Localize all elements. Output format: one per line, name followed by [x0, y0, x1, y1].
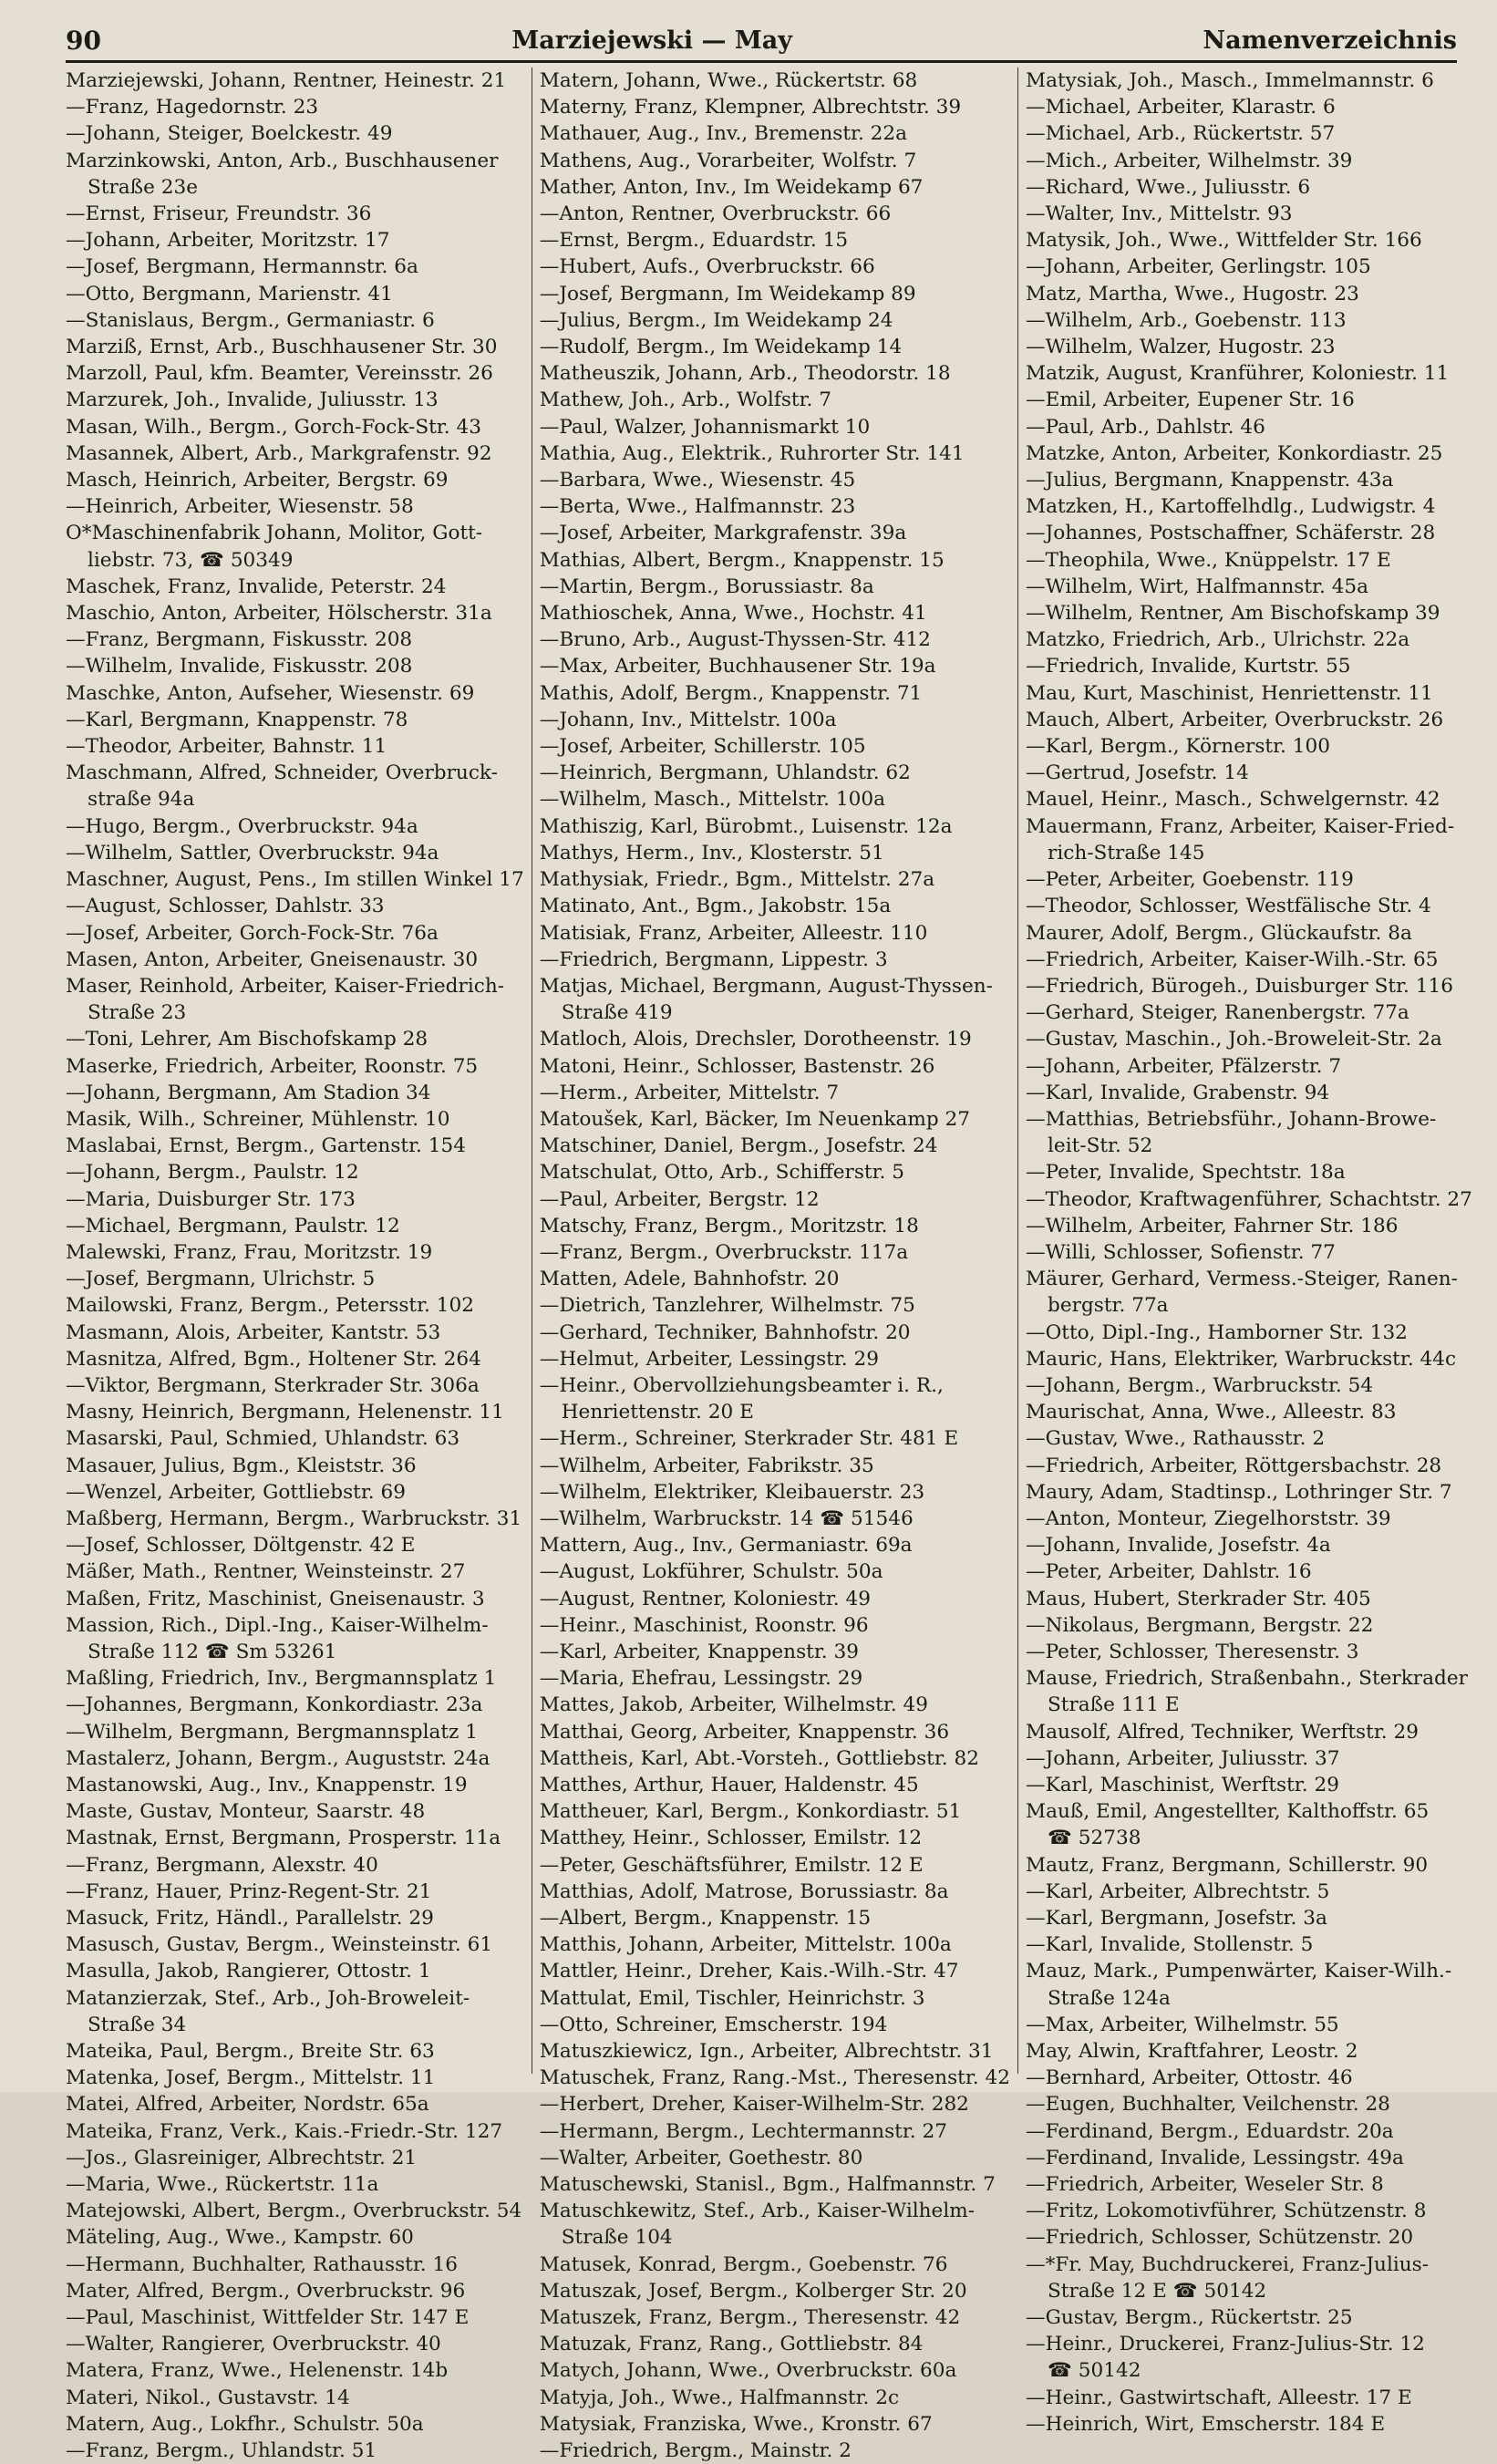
directory-entry: Matschiner, Daniel, Bergm., Josefstr. 24: [539, 1134, 938, 1158]
directory-entry: —Hermann, Buchhalter, Rathausstr. 16: [66, 2252, 459, 2276]
directory-entry: —Bernhard, Arbeiter, Ottostr. 46: [1026, 2066, 1353, 2090]
directory-entry: —Ernst, Bergm., Eduardstr. 15: [539, 229, 849, 253]
directory-entry: —Josef, Bergmann, Ulrichstr. 5: [66, 1268, 376, 1291]
directory-entry: Matschy, Franz, Bergm., Moritzstr. 18: [539, 1214, 919, 1237]
directory-entry: Masch, Heinrich, Arbeiter, Bergstr. 69: [66, 469, 449, 492]
entry-continuation: ☎ 50142: [1048, 2359, 1141, 2383]
directory-entry: —Ferdinand, Bergm., Eduardstr. 20a: [1026, 2119, 1394, 2143]
directory-entry: Mauric, Hans, Elektriker, Warbruckstr. 44c: [1026, 1347, 1457, 1371]
directory-entry: —Albert, Bergm., Knappenstr. 15: [539, 1907, 872, 1931]
directory-entry: —Friedrich, Bergmann, Lippestr. 3: [539, 947, 888, 971]
column-1: [58, 67, 532, 2463]
directory-entry: Matten, Adele, Bahnhofstr. 20: [539, 1268, 840, 1291]
directory-entry: —Johann, Bergm., Warbruckstr. 54: [1026, 1373, 1374, 1397]
directory-entry: Matuschkewitz, Stef., Arb., Kaiser-Wilhelm-: [539, 2200, 976, 2223]
directory-entry: Matthai, Georg, Arbeiter, Knappenstr. 36: [539, 1720, 950, 1744]
directory-entry: Maschke, Anton, Aufseher, Wiesenstr. 69: [66, 681, 475, 705]
directory-entry: —Matthias, Betriebsführ., Johann-Browe-: [1026, 1107, 1437, 1131]
directory-entry: Mau, Kurt, Maschinist, Henriettenstr. 11: [1026, 681, 1433, 705]
directory-entry: —Josef, Schlosser, Döltgenstr. 42 E: [66, 1534, 416, 1558]
directory-entry: Mathiszig, Karl, Bürobmt., Luisenstr. 12a: [539, 814, 953, 838]
directory-entry: Matzke, Anton, Arbeiter, Konkordiastr. 25: [1026, 441, 1443, 465]
directory-entry: —Mich., Arbeiter, Wilhelmstr. 39: [1026, 149, 1353, 172]
directory-entry: Masauer, Julius, Bgm., Kleiststr. 36: [66, 1454, 417, 1477]
directory-entry: —Friedrich, Bürogeh., Duisburger Str. 116: [1026, 974, 1453, 998]
directory-entry: Matuszek, Franz, Bergm., Theresenstr. 42: [539, 2306, 961, 2330]
directory-entry: —Walter, Arbeiter, Goethestr. 80: [539, 2146, 863, 2169]
directory-entry: Maßen, Fritz, Maschinist, Gneisenaustr. 3: [66, 1587, 485, 1610]
directory-entry: —August, Rentner, Koloniestr. 49: [539, 1587, 871, 1610]
directory-entry: —Friedrich, Invalide, Kurtstr. 55: [1026, 655, 1351, 678]
directory-entry: —Heinr., Druckerei, Franz-Julius-Str. 12: [1026, 2333, 1425, 2356]
directory-entry: —Eugen, Buchhalter, Veilchenstr. 28: [1026, 2093, 1390, 2117]
directory-entry: —Wilhelm, Elektriker, Kleibauerstr. 23: [539, 1480, 925, 1504]
directory-entry: Matthes, Arthur, Hauer, Haldenstr. 45: [539, 1774, 919, 1796]
directory-entry: Mastalerz, Johann, Bergm., Auguststr. 24a: [66, 1746, 490, 1770]
directory-entry: —Paul, Arbeiter, Bergstr. 12: [539, 1187, 820, 1211]
directory-entry: Materi, Nikol., Gustavstr. 14: [66, 2386, 350, 2409]
directory-entry: Mauermann, Franz, Arbeiter, Kaiser-Fried-: [1026, 814, 1455, 838]
directory-entry: Masulla, Jakob, Rangierer, Ottostr. 1: [66, 1960, 431, 1983]
directory-entry: —Wenzel, Arbeiter, Gottliebstr. 69: [66, 1480, 406, 1504]
directory-entry: —Michael, Arbeiter, Klarastr. 6: [1026, 96, 1336, 119]
directory-entry: —Martin, Bergm., Borussiastr. 8a: [539, 575, 874, 598]
directory-entry: —Karl, Maschinist, Werftstr. 29: [1026, 1774, 1339, 1796]
directory-entry: Masmann, Alois, Arbeiter, Kantstr. 53: [66, 1320, 441, 1344]
directory-entry: Maschmann, Alfred, Schneider, Overbruck-: [66, 761, 498, 785]
directory-entry: Mauz, Mark., Pumpenwärter, Kaiser-Wilh.-: [1026, 1960, 1452, 1983]
directory-entry: —Hubert, Aufs., Overbruckstr. 66: [539, 255, 875, 279]
directory-entry: Matthias, Adolf, Matrose, Borussiastr. 8a: [539, 1879, 949, 1903]
directory-entry: —Heinr., Maschinist, Roonstr. 96: [539, 1613, 869, 1637]
directory-entry: Marzoll, Paul, kfm. Beamter, Vereinsstr. 26: [66, 362, 493, 386]
entry-continuation: ☎ 52738: [1048, 1827, 1141, 1850]
directory-entry: Mausolf, Alfred, Techniker, Werftstr. 29: [1026, 1720, 1419, 1744]
directory-entry: —Friedrich, Arbeiter, Röttgersbachstr. 28: [1026, 1454, 1442, 1477]
directory-entry: —Theodor, Arbeiter, Bahnstr. 11: [66, 735, 387, 759]
directory-entry: Matanzierzak, Stef., Arb., Joh-Broweleit-: [66, 1986, 470, 2010]
directory-entry: —Friedrich, Bergm., Mainstr. 2: [539, 2439, 852, 2463]
directory-entry: Mauel, Heinr., Masch., Schwelgernstr. 42: [1026, 788, 1440, 812]
directory-entry: Marziß, Ernst, Arb., Buschhausener Str. 30: [66, 336, 498, 359]
directory-entry: —Barbara, Wwe., Wiesenstr. 45: [539, 469, 856, 492]
directory-entry: —Jos., Glasreiniger, Albrechtstr. 21: [66, 2146, 418, 2169]
entry-continuation: Straße 34: [88, 2013, 187, 2036]
directory-entry: —Wilhelm, Masch., Mittelstr. 100a: [539, 788, 885, 812]
directory-entry: —Karl, Bergmann, Josefstr. 3a: [1026, 1907, 1327, 1931]
directory-entry: —Friedrich, Arbeiter, Weseler Str. 8: [1026, 2173, 1384, 2197]
directory-entry: Mathys, Herm., Inv., Klosterstr. 51: [539, 841, 884, 864]
directory-entry: Matych, Johann, Wwe., Overbruckstr. 60a: [539, 2359, 957, 2383]
directory-entry: Matisiak, Franz, Arbeiter, Alleestr. 110: [539, 921, 928, 945]
directory-entry: Matera, Franz, Wwe., Helenenstr. 14b: [66, 2359, 449, 2383]
entry-continuation: Straße 124a: [1048, 1986, 1171, 2010]
directory-entry: —Julius, Bergm., Im Weidekamp 24: [539, 308, 893, 332]
directory-entry: —Gustav, Bergm., Rückertstr. 25: [1026, 2306, 1353, 2330]
directory-entry: Matei, Alfred, Arbeiter, Nordstr. 65a: [66, 2093, 429, 2117]
directory-entry: —Josef, Bergmann, Hermannstr. 6a: [66, 255, 418, 279]
directory-entry: Matuschewski, Stanisl., Bgm., Halfmannstr. 7: [539, 2173, 996, 2197]
directory-entry: —Gerhard, Steiger, Ranenbergstr. 77a: [1026, 1001, 1409, 1025]
directory-entry: Mattler, Heinr., Dreher, Kais.-Wilh.-Str. 47: [539, 1960, 959, 1983]
directory-entry: Mathens, Aug., Vorarbeiter, Wolfstr. 7: [539, 149, 917, 172]
directory-entry: Matoušek, Karl, Bäcker, Im Neuenkamp 27: [539, 1107, 971, 1131]
directory-entry: —Johannes, Bergmann, Konkordiastr. 23a: [66, 1693, 483, 1717]
page-header: [66, 20, 1457, 63]
directory-entry: —Viktor, Bergmann, Sterkrader Str. 306a: [66, 1373, 480, 1397]
directory-entry: —Johann, Invalide, Josefstr. 4a: [1026, 1534, 1331, 1558]
directory-entry: Mäßer, Math., Rentner, Weinsteinstr. 27: [66, 1560, 466, 1584]
directory-entry: —Wilhelm, Arbeiter, Fabrikstr. 35: [539, 1454, 874, 1477]
directory-entry: Matzken, H., Kartoffelhdlg., Ludwigstr. 4: [1026, 495, 1436, 519]
directory-entry: Matern, Johann, Wwe., Rückertstr. 68: [539, 69, 918, 92]
directory-entry: Maschek, Franz, Invalide, Peterstr. 24: [66, 575, 447, 598]
directory-entry: —Peter, Geschäftsführer, Emilstr. 12 E: [539, 1853, 924, 1877]
directory-entry: Masannek, Albert, Arb., Markgrafenstr. 92: [66, 441, 492, 465]
directory-entry: —Franz, Hauer, Prinz-Regent-Str. 21: [66, 1879, 432, 1903]
directory-entry: —Peter, Arbeiter, Dahlstr. 16: [1026, 1560, 1312, 1584]
entry-continuation: rich-Straße 145: [1048, 841, 1205, 864]
directory-entry: —Josef, Arbeiter, Gorch-Fock-Str. 76a: [66, 921, 439, 945]
directory-entry: —Franz, Bergmann, Alexstr. 40: [66, 1853, 378, 1877]
entry-continuation: Straße 419: [561, 1001, 673, 1025]
directory-entry: Mathis, Adolf, Bergm., Knappenstr. 71: [539, 681, 923, 705]
directory-entry: Matinato, Ant., Bgm., Jakobstr. 15a: [539, 895, 892, 918]
directory-entry: Maßberg, Hermann, Bergm., Warbruckstr. 31: [66, 1506, 522, 1530]
directory-entry: Maslabai, Ernst, Bergm., Gartenstr. 154: [66, 1134, 466, 1158]
directory-entry: Mattern, Aug., Inv., Germaniastr. 69a: [539, 1534, 913, 1558]
directory-entry: —Wilhelm, Walzer, Hugostr. 23: [1026, 336, 1336, 359]
directory-entry: Matuzak, Franz, Rang., Gottliebstr. 84: [539, 2333, 924, 2356]
entry-continuation: Straße 111 E: [1048, 1693, 1180, 1717]
directory-entry: —Dietrich, Tanzlehrer, Wilhelmstr. 75: [539, 1294, 915, 1318]
entry-continuation: Straße 23e: [88, 175, 198, 199]
directory-entry: —Paul, Walzer, Johannismarkt 10: [539, 415, 871, 439]
directory-entry: —Stanislaus, Bergm., Germaniastr. 6: [66, 308, 435, 332]
directory-entry: —Johann, Bergm., Paulstr. 12: [66, 1161, 359, 1185]
directory-entry: —Heinrich, Arbeiter, Wiesenstr. 58: [66, 495, 414, 519]
directory-entry: —Peter, Arbeiter, Goebenstr. 119: [1026, 868, 1354, 892]
directory-entry: —Johann, Arbeiter, Pfälzerstr. 7: [1026, 1054, 1342, 1078]
directory-entry: Matuszkiewicz, Ign., Arbeiter, Albrechtstr. 31: [539, 2040, 994, 2064]
column-2: [532, 67, 1017, 2463]
entry-columns: [58, 67, 1472, 2463]
directory-entry: Mattheis, Karl, Abt.-Vorsteh., Gottliebstr. 82: [539, 1746, 980, 1770]
directory-entry: —Emil, Arbeiter, Eupener Str. 16: [1026, 388, 1355, 412]
directory-entry: Masen, Anton, Arbeiter, Gneisenaustr. 30: [66, 947, 479, 971]
entry-continuation: Straße 12 E ☎ 50142: [1048, 2279, 1267, 2303]
directory-entry: Matysik, Joh., Wwe., Wittfelder Str. 166: [1026, 229, 1422, 253]
directory-entry: —Johann, Bergmann, Am Stadion 34: [66, 1081, 431, 1104]
directory-entry: —Johann, Arbeiter, Moritzstr. 17: [66, 229, 390, 253]
directory-entry: Matzko, Friedrich, Arb., Ulrichstr. 22a: [1026, 628, 1410, 652]
directory-entry: —Wilhelm, Rentner, Am Bischofskamp 39: [1026, 602, 1440, 626]
page-title: Marziejewski — May: [511, 26, 792, 55]
entry-continuation: Straße 23: [88, 1001, 187, 1025]
directory-entry: —Hugo, Bergm., Overbruckstr. 94a: [66, 814, 418, 838]
entry-continuation: Straße 104: [561, 2226, 673, 2250]
directory-entry: Mathias, Albert, Bergm., Knappenstr. 15: [539, 548, 945, 572]
directory-entry: —Karl, Invalide, Stollenstr. 5: [1026, 1933, 1314, 1957]
directory-entry: Maserke, Friedrich, Arbeiter, Roonstr. 75: [66, 1054, 479, 1078]
directory-entry: —Gustav, Maschin., Joh.-Broweleit-Str. 2a: [1026, 1028, 1442, 1051]
directory-entry: Materny, Franz, Klempner, Albrechtstr. 39: [539, 96, 962, 119]
directory-entry: —Friedrich, Arbeiter, Kaiser-Wilh.-Str. 65: [1026, 947, 1439, 971]
directory-entry: Masuck, Fritz, Händl., Parallelstr. 29: [66, 1907, 434, 1931]
directory-entry: Maste, Gustav, Monteur, Saarstr. 48: [66, 1800, 426, 1824]
directory-entry: —Willi, Schlosser, Sofienstr. 77: [1026, 1240, 1336, 1264]
directory-entry: —Hermann, Bergm., Lechtermannstr. 27: [539, 2119, 947, 2143]
directory-entry: —Heinrich, Bergmann, Uhlandstr. 62: [539, 761, 911, 785]
directory-entry: Matysiak, Franziska, Wwe., Kronstr. 67: [539, 2412, 933, 2436]
directory-entry: Maßling, Friedrich, Inv., Bergmannsplatz 1: [66, 1667, 497, 1691]
directory-entry: Mailowski, Franz, Bergm., Petersstr. 102: [66, 1294, 474, 1318]
directory-entry: —Karl, Arbeiter, Albrechtstr. 5: [1026, 1879, 1330, 1903]
directory-entry: —Heinrich, Wirt, Emscherstr. 184 E: [1026, 2412, 1386, 2436]
directory-entry: —Otto, Bergmann, Marienstr. 41: [66, 282, 393, 305]
directory-entry: —Johann, Arbeiter, Gerlingstr. 105: [1026, 255, 1371, 279]
directory-entry: Mauch, Albert, Arbeiter, Overbruckstr. 26: [1026, 708, 1444, 731]
directory-entry: —Toni, Lehrer, Am Bischofskamp 28: [66, 1028, 428, 1051]
directory-entry: —Wilhelm, Arbeiter, Fahrner Str. 186: [1026, 1214, 1399, 1237]
directory-entry: —Nikolaus, Bergmann, Bergstr. 22: [1026, 1613, 1374, 1637]
directory-entry: —Wilhelm, Sattler, Overbruckstr. 94a: [66, 841, 439, 864]
directory-entry: Masusch, Gustav, Bergm., Weinsteinstr. 61: [66, 1933, 493, 1957]
entry-continuation: liebstr. 73, ☎ 50349: [88, 548, 294, 572]
directory-entry: —Michael, Bergmann, Paulstr. 12: [66, 1214, 400, 1237]
directory-entry: Mathioschek, Anna, Wwe., Hochstr. 41: [539, 602, 927, 626]
directory-entry: Maser, Reinhold, Arbeiter, Kaiser-Friedrich-: [66, 974, 505, 998]
directory-entry: Mateika, Paul, Bergm., Breite Str. 63: [66, 2040, 435, 2064]
directory-entry: Matyja, Joh., Wwe., Halfmannstr. 2c: [539, 2386, 900, 2409]
directory-entry: Mattheuer, Karl, Bergm., Konkordiastr. 51: [539, 1800, 962, 1824]
directory-entry: —Helmut, Arbeiter, Lessingstr. 29: [539, 1347, 880, 1371]
directory-entry: Matjas, Michael, Bergmann, August-Thyssen-: [539, 974, 993, 998]
directory-entry: Marziejewski, Johann, Rentner, Heinestr. 21: [66, 69, 507, 92]
directory-entry: O*Maschinenfabrik Johann, Molitor, Gott-: [66, 522, 483, 545]
directory-entry: Matthey, Heinr., Schlosser, Emilstr. 12: [539, 1827, 923, 1850]
directory-entry: Mäteling, Aug., Wwe., Kampstr. 60: [66, 2226, 414, 2250]
directory-entry: Mauß, Emil, Angestellter, Kalthoffstr. 65: [1026, 1800, 1430, 1824]
directory-entry: Mater, Alfred, Bergm., Overbruckstr. 96: [66, 2279, 466, 2303]
directory-entry: —Peter, Invalide, Spechtstr. 18a: [1026, 1161, 1346, 1185]
directory-entry: —Franz, Hagedornstr. 23: [66, 96, 319, 119]
directory-entry: —Max, Arbeiter, Wilhelmstr. 55: [1026, 2013, 1339, 2036]
directory-entry: —Franz, Bergmann, Fiskusstr. 208: [66, 628, 413, 652]
directory-entry: —Maria, Ehefrau, Lessingstr. 29: [539, 1667, 863, 1691]
directory-entry: —Berta, Wwe., Halfmannstr. 23: [539, 495, 856, 519]
directory-entry: Mastanowski, Aug., Inv., Knappenstr. 19: [66, 1774, 468, 1796]
directory-entry: —Gustav, Wwe., Rathausstr. 2: [1026, 1427, 1326, 1451]
section-title: Namenverzeichnis: [1203, 26, 1457, 55]
directory-entry: —Gerhard, Techniker, Bahnhofstr. 20: [539, 1320, 911, 1344]
directory-entry: Matschulat, Otto, Arb., Schifferstr. 5: [539, 1161, 904, 1185]
directory-entry: Mattes, Jakob, Arbeiter, Wilhelmstr. 49: [539, 1693, 928, 1717]
directory-entry: —Wilhelm, Invalide, Fiskusstr. 208: [66, 655, 413, 678]
directory-entry: Massion, Rich., Dipl.-Ing., Kaiser-Wilhelm-: [66, 1613, 489, 1637]
directory-entry: Mautz, Franz, Bergmann, Schillerstr. 90: [1026, 1853, 1429, 1877]
directory-entry: Mattulat, Emil, Tischler, Heinrichstr. 3: [539, 1986, 925, 2010]
directory-entry: —Franz, Bergm., Uhlandstr. 51: [66, 2439, 377, 2463]
directory-entry: —Rudolf, Bergm., Im Weidekamp 14: [539, 336, 903, 359]
directory-entry: Matheuszik, Johann, Arb., Theodorstr. 18: [539, 362, 951, 386]
directory-entry: —Otto, Dipl.-Ing., Hamborner Str. 132: [1026, 1320, 1408, 1344]
directory-entry: —Theodor, Schlosser, Westfälische Str. 4: [1026, 895, 1431, 918]
directory-entry: Mause, Friedrich, Straßenbahn., Sterkrader: [1026, 1667, 1468, 1691]
directory-entry: Maurer, Adolf, Bergm., Glückaufstr. 8a: [1026, 921, 1412, 945]
directory-entry: —Josef, Arbeiter, Schillerstr. 105: [539, 735, 866, 759]
directory-entry: —Max, Arbeiter, Buchhausener Str. 19a: [539, 655, 936, 678]
directory-entry: —Maria, Duisburger Str. 173: [66, 1187, 356, 1211]
directory-entry: Mathia, Aug., Elektrik., Ruhrorter Str. 141: [539, 441, 965, 465]
directory-entry: —Josef, Bergmann, Im Weidekamp 89: [539, 282, 916, 305]
directory-entry: Masnitza, Alfred, Bgm., Holtener Str. 264: [66, 1347, 481, 1371]
directory-entry: —Josef, Arbeiter, Markgrafenstr. 39a: [539, 522, 907, 545]
directory-entry: Masik, Wilh., Schreiner, Mühlenstr. 10: [66, 1107, 450, 1131]
directory-entry: —Theodor, Kraftwagenführer, Schachtstr. 27: [1026, 1187, 1472, 1211]
directory-entry: Maury, Adam, Stadtinsp., Lothringer Str. 7: [1026, 1480, 1452, 1504]
directory-entry: —Karl, Bergm., Körnerstr. 100: [1026, 735, 1330, 759]
directory-entry: —August, Lokführer, Schulstr. 50a: [539, 1560, 883, 1584]
directory-entry: Mather, Anton, Inv., Im Weidekamp 67: [539, 175, 924, 199]
directory-entry: —Julius, Bergmann, Knappenstr. 43a: [1026, 469, 1394, 492]
directory-entry: Matthis, Johann, Arbeiter, Mittelstr. 100a: [539, 1933, 952, 1957]
directory-entry: —Friedrich, Schlosser, Schützenstr. 20: [1026, 2226, 1414, 2250]
directory-entry: —Theophila, Wwe., Knüppelstr. 17 E: [1026, 548, 1391, 572]
directory-entry: Matzik, August, Kranführer, Koloniestr. 11: [1026, 362, 1450, 386]
directory-entry: Matuszak, Josef, Bergm., Kolberger Str. 20: [539, 2279, 967, 2303]
directory-entry: —Gertrud, Josefstr. 14: [1026, 761, 1249, 785]
directory-entry: Masarski, Paul, Schmied, Uhlandstr. 63: [66, 1427, 460, 1451]
directory-entry: —Karl, Bergmann, Knappenstr. 78: [66, 708, 408, 731]
directory-entry: Masny, Heinrich, Bergmann, Helenenstr. 11: [66, 1401, 504, 1424]
directory-entry: —Richard, Wwe., Juliusstr. 6: [1026, 175, 1311, 199]
directory-entry: —*Fr. May, Buchdruckerei, Franz-Julius-: [1026, 2252, 1430, 2276]
page-number: 90: [66, 25, 101, 56]
entry-continuation: Henriettenstr. 20 E: [561, 1401, 754, 1424]
directory-entry: —Heinr., Obervollziehungsbeamter i. R.,: [539, 1373, 944, 1397]
directory-entry: —Heinr., Gastwirtschaft, Alleestr. 17 E: [1026, 2386, 1412, 2409]
directory-entry: Matuschek, Franz, Rang.-Mst., Theresenstr. 42: [539, 2066, 1011, 2090]
directory-entry: —Maria, Wwe., Rückertstr. 11a: [66, 2173, 379, 2197]
directory-entry: Mateika, Franz, Verk., Kais.-Friedr.-Str. 127: [66, 2119, 503, 2143]
directory-entry: —Michael, Arb., Rückertstr. 57: [1026, 122, 1336, 146]
directory-entry: —Wilhelm, Bergmann, Bergmannsplatz 1: [66, 1720, 479, 1744]
entry-continuation: straße 94a: [88, 788, 195, 812]
directory-entry: Maus, Hubert, Sterkrader Str. 405: [1026, 1587, 1371, 1610]
directory-entry: Matern, Aug., Lokfhr., Schulstr. 50a: [66, 2412, 424, 2436]
directory-entry: Masan, Wilh., Bergm., Gorch-Fock-Str. 43: [66, 415, 481, 439]
directory-entry: —Walter, Inv., Mittelstr. 93: [1026, 202, 1293, 226]
column-3: [1017, 67, 1480, 2436]
directory-entry: —Anton, Monteur, Ziegelhorststr. 39: [1026, 1506, 1391, 1530]
directory-entry: Mathauer, Aug., Inv., Bremenstr. 22a: [539, 122, 908, 146]
directory-entry: Matenka, Josef, Bergm., Mittelstr. 11: [66, 2066, 436, 2090]
directory-entry: —Wilhelm, Arb., Goebenstr. 113: [1026, 308, 1347, 332]
directory-entry: —Otto, Schreiner, Emscherstr. 194: [539, 2013, 888, 2036]
directory-entry: —Johann, Inv., Mittelstr. 100a: [539, 708, 837, 731]
directory-entry: —August, Schlosser, Dahlstr. 33: [66, 895, 385, 918]
entry-continuation: Straße 112 ☎ Sm 53261: [88, 1640, 337, 1663]
directory-entry: —Anton, Rentner, Overbruckstr. 66: [539, 202, 892, 226]
directory-entry: Mathysiak, Friedr., Bgm., Mittelstr. 27a: [539, 868, 935, 892]
directory-entry: Malewski, Franz, Frau, Moritzstr. 19: [66, 1240, 433, 1264]
entry-continuation: leit-Str. 52: [1048, 1134, 1153, 1158]
directory-entry: —Karl, Invalide, Grabenstr. 94: [1026, 1081, 1330, 1104]
directory-entry: Maschio, Anton, Arbeiter, Hölscherstr. 31a: [66, 602, 492, 626]
directory-entry: —Franz, Bergm., Overbruckstr. 117a: [539, 1240, 909, 1264]
directory-entry: —Walter, Rangierer, Overbruckstr. 40: [66, 2333, 441, 2356]
directory-entry: —Fritz, Lokomotivführer, Schützenstr. 8: [1026, 2200, 1427, 2223]
directory-entry: —Peter, Schlosser, Theresenstr. 3: [1026, 1640, 1359, 1663]
directory-entry: —Herm., Schreiner, Sterkrader Str. 481 E: [539, 1427, 959, 1451]
directory-entry: Matejowski, Albert, Bergm., Overbruckstr. 54: [66, 2200, 522, 2223]
directory-entry: Matoni, Heinr., Schlosser, Bastenstr. 26: [539, 1054, 935, 1078]
directory-entry: —Wilhelm, Wirt, Halfmannstr. 45a: [1026, 575, 1369, 598]
directory-entry: Mathew, Joh., Arb., Wolfstr. 7: [539, 388, 832, 412]
entry-continuation: bergstr. 77a: [1048, 1294, 1169, 1318]
directory-entry: Marzurek, Joh., Invalide, Juliusstr. 13: [66, 388, 439, 412]
directory-entry: Matusek, Konrad, Bergm., Goebenstr. 76: [539, 2252, 948, 2276]
directory-entry: Matloch, Alois, Drechsler, Dorotheenstr. 19: [539, 1028, 972, 1051]
directory-entry: May, Alwin, Kraftfahrer, Leostr. 2: [1026, 2040, 1358, 2064]
directory-entry: Matz, Martha, Wwe., Hugostr. 23: [1026, 282, 1359, 305]
directory-entry: —Paul, Arb., Dahlstr. 46: [1026, 415, 1265, 439]
directory-entry: —Herbert, Dreher, Kaiser-Wilhelm-Str. 282: [539, 2093, 969, 2117]
directory-entry: —Ernst, Friseur, Freundstr. 36: [66, 202, 372, 226]
directory-entry: Marzinkowski, Anton, Arb., Buschhausener: [66, 149, 499, 172]
directory-entry: Maurischat, Anna, Wwe., Alleestr. 83: [1026, 1401, 1397, 1424]
directory-entry: Mastnak, Ernst, Bergmann, Prosperstr. 11a: [66, 1827, 501, 1850]
directory-entry: —Wilhelm, Warbruckstr. 14 ☎ 51546: [539, 1506, 914, 1530]
directory-entry: —Paul, Maschinist, Wittfelder Str. 147 E: [66, 2306, 470, 2330]
directory-entry: —Herm., Arbeiter, Mittelstr. 7: [539, 1081, 840, 1104]
directory-entry: —Karl, Arbeiter, Knappenstr. 39: [539, 1640, 859, 1663]
directory-entry: —Johann, Steiger, Boelckestr. 49: [66, 122, 393, 146]
directory-entry: —Ferdinand, Invalide, Lessingstr. 49a: [1026, 2146, 1404, 2169]
directory-entry: —Bruno, Arb., August-Thyssen-Str. 412: [539, 628, 931, 652]
directory-entry: Mäurer, Gerhard, Vermess.-Steiger, Ranen-: [1026, 1268, 1458, 1291]
directory-entry: —Johannes, Postschaffner, Schäferstr. 28: [1026, 522, 1436, 545]
directory-entry: —Johann, Arbeiter, Juliusstr. 37: [1026, 1746, 1340, 1770]
directory-entry: Matysiak, Joh., Masch., Immelmannstr. 6: [1026, 69, 1434, 92]
directory-entry: Maschner, August, Pens., Im stillen Winkel 17: [66, 868, 524, 892]
